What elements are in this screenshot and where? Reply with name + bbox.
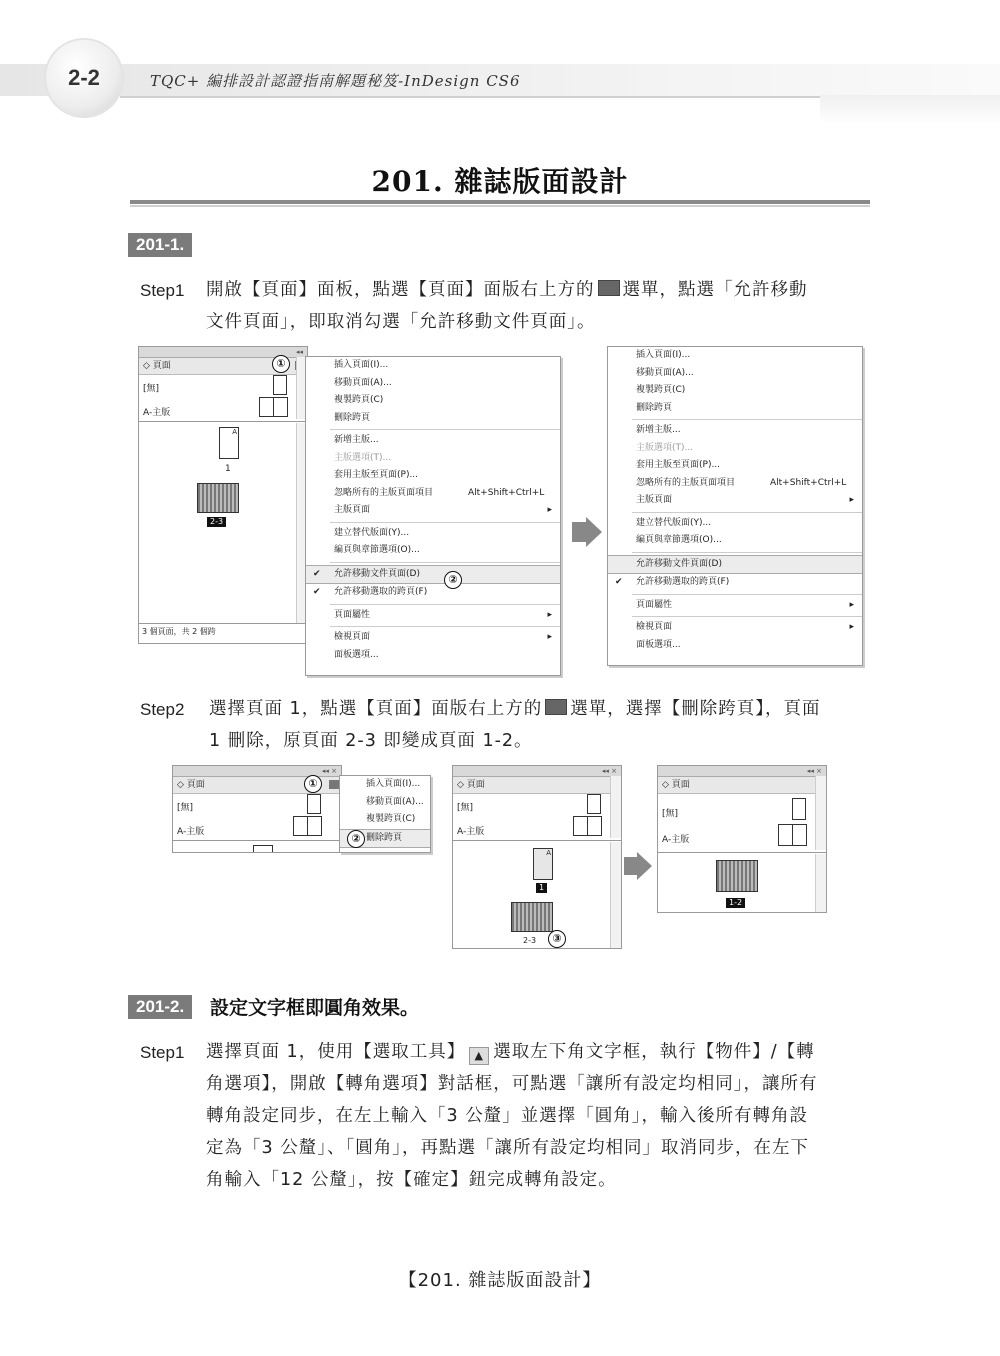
menu-item-label: 主版頁面 <box>636 495 673 505</box>
chapter-title: 201. 雜誌版面設計 <box>371 165 629 198</box>
none-master-thumb[interactable] <box>792 798 806 820</box>
panel-tab-label: 頁面 <box>466 780 485 790</box>
master-letter: A <box>232 428 237 436</box>
text-run: 角輸入「12 公釐」，按【確定】鈕完成轉角設定。 <box>206 1170 617 1190</box>
panel-titlebar: ◂◂ <box>139 347 307 358</box>
running-title: TQC+ 編排設計認證指南解題秘笈-InDesign CS6 <box>150 72 521 90</box>
menu-item[interactable] <box>608 532 862 550</box>
a-master-thumb-right[interactable] <box>587 816 602 836</box>
scrollbar[interactable] <box>815 776 826 850</box>
submenu-arrow-icon: ▸ <box>849 622 854 632</box>
menu-item[interactable] <box>306 410 560 428</box>
text-run: 選單，選擇【刪除跨頁】，頁面 <box>570 699 821 719</box>
menu-item-label: 插入頁面(I)... <box>636 350 691 360</box>
menu-item[interactable] <box>306 392 560 410</box>
menu-item-label: 忽略所有的主版頁面項目 <box>636 477 736 488</box>
none-master[interactable]: [無] <box>143 384 160 394</box>
menu-item-label: 移動頁面(A)... <box>334 377 392 388</box>
page-number: 2-2 <box>68 65 100 90</box>
submenu-arrow-icon: ▸ <box>849 599 854 610</box>
master-letter: A <box>546 849 551 857</box>
page-1-label: 1 <box>225 464 231 474</box>
submenu-arrow-icon: ▸ <box>547 505 552 515</box>
menu-item[interactable] <box>306 565 560 585</box>
a-master-thumb-right[interactable] <box>273 397 288 417</box>
menu-item-label: 主版選項(T)... <box>334 452 392 463</box>
menu-item[interactable] <box>608 597 862 615</box>
page-number-badge <box>46 40 122 116</box>
checkmark-icon: ✔ <box>313 568 321 579</box>
menu-item-label: 建立替代版面(Y)... <box>334 527 410 538</box>
menu-item[interactable] <box>306 629 560 647</box>
menu-item-label: 建立替代版面(Y)... <box>636 517 712 528</box>
text-run: 選取左下角文字框，執行【物件】/【轉 <box>493 1042 815 1062</box>
pages-panel-after[interactable] <box>657 765 827 913</box>
menu-item[interactable] <box>608 619 862 637</box>
page-1-label: 1 <box>536 883 547 893</box>
pages-panel-menu[interactable] <box>305 356 561 676</box>
menu-item[interactable] <box>306 525 560 543</box>
menu-item[interactable] <box>608 347 862 365</box>
a-master[interactable]: A-主版 <box>457 827 485 837</box>
a-master-thumb-left[interactable] <box>259 397 274 417</box>
menu-item-label: 允許移動文件頁面(D) <box>334 568 420 579</box>
panel-tab-label: 頁面 <box>671 780 690 790</box>
checkmark-icon: ✔ <box>615 577 623 587</box>
spread-1-2-label: 1-2 <box>726 898 745 908</box>
none-master[interactable]: [無] <box>177 803 194 813</box>
none-master-thumb[interactable] <box>587 794 601 814</box>
menu-item[interactable] <box>306 647 560 665</box>
chapter-rule-light <box>130 205 870 207</box>
panel-titlebar: ◂◂ × <box>173 766 341 777</box>
right-arrow-head <box>637 852 652 880</box>
panel-divider <box>173 840 341 841</box>
menu-item-label: 檢視頁面 <box>636 622 673 632</box>
callout-2: ② <box>444 571 462 589</box>
spread-2-3-thumb[interactable] <box>197 483 239 513</box>
menu-separator <box>330 429 560 430</box>
menu-item-label: 刪除跨頁 <box>334 412 371 423</box>
scrollbar[interactable] <box>610 842 621 948</box>
menu-item-label: 主版選項(T)... <box>636 442 694 453</box>
a-master[interactable]: A-主版 <box>177 827 205 837</box>
menu-item-label: 新增主版... <box>636 425 681 435</box>
menu-item[interactable] <box>608 457 862 475</box>
step-label: Step2 <box>140 700 185 719</box>
menu-item[interactable] <box>608 574 862 592</box>
menu-item-label: 面板選項... <box>636 639 681 650</box>
step-label: Step1 <box>140 1043 185 1062</box>
menu-item[interactable] <box>340 794 430 812</box>
none-master[interactable]: [無] <box>662 809 679 819</box>
submenu-arrow-icon: ▸ <box>547 632 552 642</box>
selection-tool-icon: ▲ <box>469 1047 489 1065</box>
text-run: 選擇頁面 1，點選【頁面】面版右上方的 <box>209 699 543 719</box>
right-arrow-head <box>586 517 602 547</box>
menu-separator <box>632 552 862 553</box>
submenu-arrow-icon: ▸ <box>849 495 854 505</box>
panel-menu-icon <box>545 699 567 715</box>
a-master[interactable]: A-主版 <box>662 835 690 845</box>
none-master[interactable]: [無] <box>457 803 474 813</box>
chapter-rule <box>130 200 870 204</box>
text-run: 定為「3 公釐」、「圓角」，再點選「讓所有設定均相同」取消同步，在左下 <box>206 1138 809 1158</box>
step-text <box>206 274 876 338</box>
menu-item-label: 移動頁面(A)... <box>636 367 694 378</box>
menu-item-label: 面板選項... <box>334 649 379 660</box>
menu-shortcut: Alt+Shift+Ctrl+L <box>468 487 545 498</box>
step-text <box>206 1036 876 1196</box>
menu-item-label: 主版頁面 <box>334 505 371 515</box>
menu-shortcut: Alt+Shift+Ctrl+L <box>770 477 847 488</box>
right-arrow-icon <box>572 522 586 542</box>
panel-divider <box>139 421 307 422</box>
menu-item-label: 移動頁面(A)... <box>366 796 424 807</box>
menu-item-label: 編頁與章節選項(O)... <box>334 545 420 555</box>
menu-separator <box>330 562 560 563</box>
none-master-thumb[interactable] <box>307 794 321 814</box>
menu-item[interactable] <box>306 375 560 393</box>
panel-tab[interactable]: ◇ 頁面 <box>453 777 621 794</box>
menu-item-label: 刪除跨頁 <box>636 402 673 413</box>
panel-tab[interactable]: ◇ 頁面 <box>173 777 341 794</box>
pages-panel-menu-after[interactable] <box>607 346 863 666</box>
menu-item[interactable] <box>306 357 560 375</box>
menu-item[interactable] <box>608 422 862 440</box>
panel-divider <box>139 623 307 624</box>
menu-item-label: 刪除跨頁 <box>366 832 403 843</box>
menu-item-label: 套用主版至頁面(P)... <box>334 470 419 480</box>
menu-item-label: 套用主版至頁面(P)... <box>636 460 721 470</box>
menu-item[interactable] <box>608 382 862 400</box>
a-master-thumb-right[interactable] <box>792 824 807 846</box>
page-1-thumb[interactable] <box>219 427 239 459</box>
text-run: 開啟【頁面】面板，點選【頁面】面版右上方的 <box>206 280 595 300</box>
section-tag-201-2: 201-2. <box>128 995 192 1019</box>
menu-item[interactable] <box>608 365 862 383</box>
menu-item[interactable] <box>608 555 862 575</box>
menu-item-label: 允許移動選取的跨頁(F) <box>334 587 428 597</box>
spread-2-3-label: 2-3 <box>523 936 537 945</box>
menu-separator <box>632 419 862 420</box>
header-fade <box>820 95 1000 125</box>
text-run: 角選項】，開啟【轉角選項】對話框，可點選「讓所有設定均相同」，讓所有 <box>206 1074 818 1094</box>
menu-item-label: 插入頁面(I)... <box>366 779 421 789</box>
menu-item-label: 檢視頁面 <box>334 632 371 642</box>
text-run: 轉角設定同步，在左上輸入「3 公釐」並選擇「圓角」，輸入後所有轉角設 <box>206 1106 808 1126</box>
panel-titlebar: ◂◂ × <box>453 766 621 777</box>
right-arrow-icon <box>624 857 637 875</box>
a-master-thumb-left[interactable] <box>293 816 308 836</box>
menu-item[interactable] <box>306 432 560 450</box>
menu-separator <box>632 594 862 595</box>
step-text <box>209 693 875 757</box>
footer-title: 【201. 雜誌版面設計】 <box>398 1270 602 1291</box>
menu-item[interactable] <box>608 492 862 510</box>
none-master-thumb[interactable] <box>273 375 287 395</box>
menu-item[interactable] <box>306 542 560 560</box>
step-label: Step1 <box>140 281 185 300</box>
menu-item[interactable] <box>306 584 560 602</box>
scrollbar[interactable] <box>610 776 621 838</box>
menu-item[interactable] <box>306 607 560 625</box>
menu-separator <box>632 512 862 513</box>
a-master[interactable]: A-主版 <box>143 408 171 418</box>
menu-item[interactable] <box>608 440 862 458</box>
menu-item-label: 頁面屬性 <box>636 599 673 610</box>
menu-item[interactable] <box>306 467 560 485</box>
a-master-thumb-left[interactable] <box>573 816 588 836</box>
callout-2: ② <box>347 830 365 848</box>
menu-item[interactable] <box>608 515 862 533</box>
menu-separator <box>330 604 560 605</box>
callout-3: ③ <box>548 930 566 948</box>
menu-item-label: 插入頁面(I)... <box>334 360 389 370</box>
a-master-thumb-left[interactable] <box>778 824 793 846</box>
menu-item-label: 允許移動文件頁面(D) <box>636 558 722 569</box>
panel-tab[interactable]: ◇ 頁面 <box>139 358 307 375</box>
menu-item-label: 複製跨頁(C) <box>366 814 416 824</box>
panel-divider <box>453 840 621 841</box>
text-run: 選擇頁面 1，使用【選取工具】 <box>206 1042 466 1062</box>
checkmark-icon: ✔ <box>313 587 321 597</box>
menu-item[interactable] <box>306 502 560 520</box>
panel-tab-label: 頁面 <box>186 780 205 790</box>
menu-separator <box>330 626 560 627</box>
spread-2-3-label: 2-3 <box>207 517 226 527</box>
text-run: 文件頁面」，即取消勾選「允許移動文件頁面」。 <box>206 312 596 332</box>
panel-titlebar: ◂◂ × <box>658 766 826 777</box>
menu-item[interactable] <box>340 811 430 829</box>
page-1-thumb-selected[interactable] <box>533 848 553 880</box>
menu-item[interactable] <box>608 637 862 655</box>
pages-panel-before[interactable] <box>452 765 622 949</box>
panel-menu-icon[interactable] <box>329 780 339 789</box>
callout-1: ① <box>272 355 290 373</box>
section-heading: 設定文字框即圓角效果。 <box>210 997 420 1019</box>
menu-item-label: 頁面屬性 <box>334 609 371 620</box>
menu-item[interactable] <box>340 776 430 794</box>
panel-tab[interactable]: ◇ 頁面 <box>658 777 826 794</box>
menu-item-label: 新增主版... <box>334 435 379 445</box>
panel-menu-icon <box>598 280 620 296</box>
section-tag-201-1: 201-1. <box>128 233 192 257</box>
menu-separator <box>632 616 862 617</box>
menu-item[interactable] <box>608 475 862 493</box>
menu-item-label: 複製跨頁(C) <box>334 395 384 405</box>
menu-item-label: 複製跨頁(C) <box>636 385 686 395</box>
text-run: 選單，點選「允許移動 <box>622 280 808 300</box>
pages-panel[interactable] <box>138 346 308 644</box>
spread-1-2-thumb[interactable] <box>716 860 758 892</box>
scrollbar[interactable] <box>815 854 826 912</box>
menu-item-label: 編頁與章節選項(O)... <box>636 535 722 545</box>
panel-divider <box>658 852 826 853</box>
text-run: 1 刪除，原頁面 2-3 即變成頁面 1-2。 <box>209 731 533 751</box>
menu-item[interactable] <box>608 400 862 418</box>
a-master-thumb-right[interactable] <box>307 816 322 836</box>
callout-1: ① <box>304 775 322 793</box>
menu-separator <box>330 522 560 523</box>
submenu-arrow-icon: ▸ <box>547 609 552 620</box>
panel-status: 3 個頁面，共 2 個跨 <box>142 627 216 636</box>
spread-2-3-thumb[interactable] <box>511 902 553 932</box>
menu-item[interactable] <box>306 450 560 468</box>
menu-item-label: 允許移動選取的跨頁(F) <box>636 577 730 587</box>
menu-item-label: 忽略所有的主版頁面項目 <box>334 487 434 498</box>
page-1-thumb[interactable] <box>253 845 273 853</box>
menu-item[interactable] <box>306 485 560 503</box>
panel-tab-label: 頁面 <box>152 361 171 371</box>
